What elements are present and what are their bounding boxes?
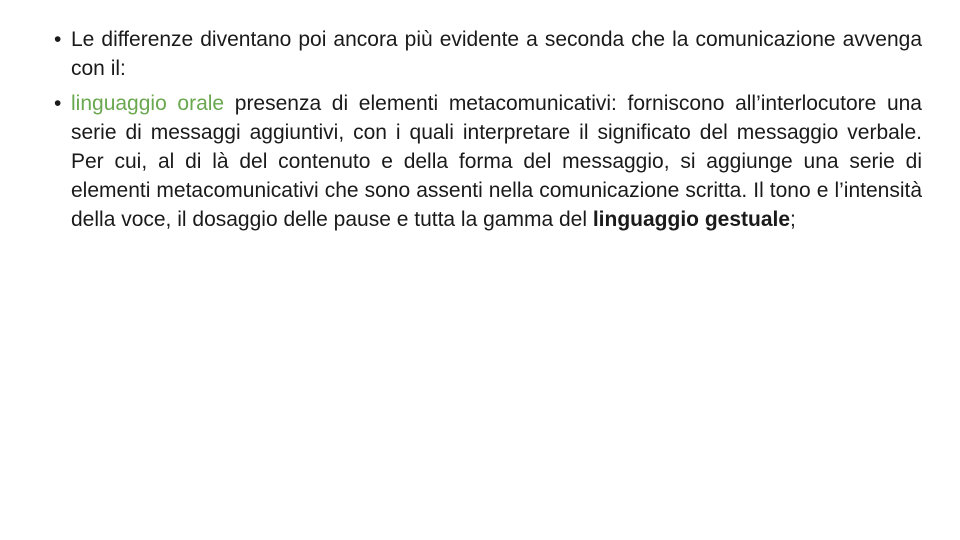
bullet-text: Le differenze diventano poi ancora più evidente a seconda che la comunicazione avvenga con il: [71,28,922,80]
bullet-item-communication [54,25,922,83]
bullet-text: presenza di elementi metacomunicativi: forniscono all’interlocutore una serie di messaggi aggiuntivi, con i quali interpretare il significato del messaggio verbale. Per cui, al di là del contenuto e della forma del messaggio, si aggiunge una serie di elementi metacomunicativi che sono assenti nella comunicazione scritta. Il tono e l’intensità della voce, il dosaggio delle pause e tutta la gamma del [71,92,922,231]
bullet-marker: • [54,92,62,115]
bullet-list [54,25,922,240]
bullet-marker: • [54,28,62,51]
bold-term: linguaggio gestuale [592,208,791,231]
highlight-term: linguaggio orale [71,92,225,115]
bullet-item-oral-language [54,89,922,234]
bullet-trailing-punctuation: ; [790,208,796,231]
